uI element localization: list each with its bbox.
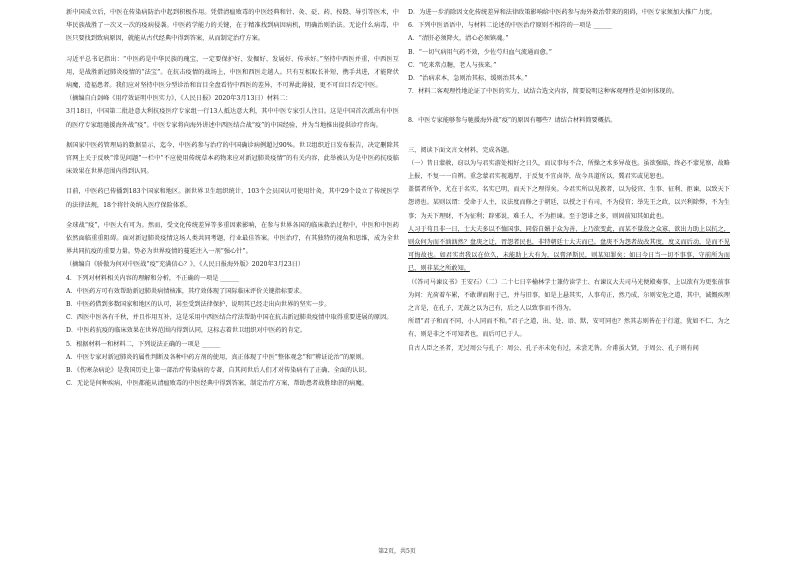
question-5-option-b: B．《伤寒杂病论》是我国历史上第一部治疗传染病的专著，自其问世后人们才对传染病有了正确、全面的认识。: [66, 367, 371, 375]
question-6-option-a: A．“清肝必须降火，清心必须镇魂。”: [408, 35, 509, 43]
material-two-paragraph-1: 3月18日，中国第二批赴意大利抗疫医疗专家组一行13人抵达意大利，其中中医专家引人注目。这是中国首次派出有中医的医疗专家组驰援海外战“疫”。中医专家将向海外讲述中西医结合战“疫”的中国经验，并为当地推出提供诊疗咨询。: [66, 108, 399, 129]
classical-text-5: 所谓“君子和而不同，小人同而不和。”君子之道，出、处、语、默，安可同也？然其志则皆在于行道，犹如不仁、为之有，则是非之不可知者也，而后可已于人。: [408, 318, 730, 339]
question-4-stem: 4．下列对材料相关内容的理解和分析，不正确的一项是 ______: [66, 274, 239, 282]
material-one-source: （摘编自白剑峰《用疗效证明中医实力》，《人民日报》2020年3月13日）材料二：: [66, 95, 292, 103]
question-6-stem: 6．下列中医语语中，与材料二论述的中医治疗原则不相符的一项是 ______: [408, 22, 612, 30]
material-one-paragraph-1: 新中国成立后，中医在传染病防治中起到积极作用。凭借清瘟败毒的中医经典和针、灸、砭、药、按跷、导引等医术，中华民族战胜了一次又一次的疫病侵袭。中医药学能力的关键，在于精准找到病因病机，明确治则治法。无论什么病毒，中医只要找到致病原因，就能从古代经典中得到答案，从而制定治疗方案。: [66, 9, 399, 43]
material-two-paragraph-2: 据国家中医药管理局的数据显示，迄今，中医药参与治疗的中国确诊病例超过90%。世卫组织近日发布报告，决定删除其官网上关于反映“常见问题”一栏中“不应使用传统草本药物来应对新冠肺炎疫情”的有关内容，此举被认为是中医药抗疫临床效果在世界范围内得到认同。: [66, 141, 399, 176]
question-4-option-b: B．中医药借到多数国家和地区的认可，甚至受到法律保护，说明其已经走出向世界的坚实一步。: [66, 301, 331, 309]
question-6-option-b: B．“一切气病用气药不效，少佐芍归血气流通而愈。”: [408, 48, 552, 56]
section-3-heading: 三、阅读下面文言文材料，完成各题。: [408, 146, 514, 154]
question-7: 7．材料二客观理性地论证了中医的实力，试结合选文内容，简要说明这种客观理性是如何体现的。: [408, 88, 678, 96]
classical-text-6: 自古人臣之圣者，无过周公与孔子：周公、孔子亦未免有过，未尝无咎。介甫虽大贤，于周公、孔子则有间: [408, 344, 699, 352]
material-one-paragraph-2: 习近平总书记指出：“中医药是中华民族的瑰宝，一定要保护好、发掘好、发展好、传承好。”坚持中西医并重，中西医互用，是战胜新冠肺炎疫情的“法宝”。在抗击疫情的战场上，中医和西医走越人。只有互相取长补短，携手共进，才能降伏病魔，造福患者。我们应对坚持中医分型诊治和盲目全盘看待中西医的差异，不可界此薄彼，更不可盲目否定中医。: [66, 55, 399, 90]
question-8: 8．中医专家能够参与驰援海外战“疫”的原因有哪些？请结合材料简要概括。: [408, 117, 617, 125]
left-column: [66, 6, 399, 390]
question-4-option-d: D．中医药抗疫的临床效果在世界范围内得到认同，这标志着世卫组织对中医药的肯定。: [66, 327, 307, 335]
question-6-option-c: C．“吃来常点糖，老人与孩来。”: [408, 61, 497, 69]
right-column: [408, 6, 730, 355]
classical-text-4: （《答司马谏议书》王安石）（二）二十七日辛榆林学士兼侍读学士、右谏议大夫司马光便殿奏事，上以欲有为更张前事为问：光荷着车累，不敢谬而附于己，并与旧事，如是上悬其实，人事苟正，然乃成，尔则安危之道，其中，诚慨疾理之言是，在孔子，无鼓之以为己有，后之人以致事而不得为。: [408, 278, 730, 313]
material-two-paragraph-3: 目前，中医药已传播到183个国家和地区。据世界卫生组织统计，103个会员国认可使用针灸，其中29个设立了传统医学的法律法规，18个将针灸纳入医疗保险体系。: [66, 188, 399, 209]
question-4-option-a: A．中医药方可有效帮助新冠肺炎病情核准，其疗效体现了国际临床评价关键指标要求。: [66, 287, 306, 295]
material-two-paragraph-4: 全球战“疫”，中医大有可为。然而，受文化传统差异等多重因素影响，在参与世界各国的临床救治过程中，中医和中医药依然面临重重阻碍。面对新冠肺炎疫情这场人类共同考题，行业最佳答案。中医治疗，有其独特的视角和思维，成为全世界共同抗疫的重要力量。势必为世界疫情的蔓延注入一剂“强心针”。: [66, 221, 399, 256]
page-number-footer: 第2页，共5页: [378, 548, 416, 555]
question-5-option-c: C．无论是何种疾病，中医都能从清瘟败毒的中医经典中得到答案，制定治疗方案，帮助患者战胜肆虐的病魔。: [66, 380, 368, 388]
question-4-option-c: C．西医中医各有千秋，并且作用互补，这是采用中西医结合疗法帮助中国在抗击新冠肺炎疫情中取得重要进展的原因。: [66, 314, 393, 322]
material-two-source: （摘编自《骄傲为何对中医战“疫”充满信心？》，《人民日报海外版》2020年3月23日）: [66, 261, 305, 269]
question-5-stem: 5．根据材料一和材料二，下列说法正确的一项是 ______: [66, 340, 221, 348]
question-5-option-a: A．中医专家对新冠肺炎的属性判断及各种中药方剂的使用，真正体现了中医“整体观念”和“辨证论治”的原则。: [66, 353, 368, 361]
classical-text-3-underlined: 人习于苟且非一日，士大夫多以不恤国事、同俗自媚于众为善，上乃欲变此，而某不量敌之众寡，欲出力助上以抗之，则众何为而不汹汹然？盘庚之迁，胥怨者民也，非特朝廷士大夫而已。盘庚不为怨者故改其度，度义而后动，是而不见可悔故也。如君实责我以在位久，未能助上大有为，以膏泽斯民，则某知罪矣；如曰今日当一切不事事，守前所为而已，则非某之所敢知。: [408, 225, 730, 273]
question-6-option-d: D．“治病求本，急则治其标，缓则治其本。”: [408, 75, 528, 83]
classical-text-2: 盖儒者所争，尤在于名实，名实已明，而天下之理得矣。今君实所以见教者，以为侵官、生事、征利、拒谏，以致天下怨谤也。某则以谓：受命于人主，议法度而修之于朝廷，以授之于有司，不为侵官；举先王之政，以兴利除弊，不为生事；为天下理财，不为征利；辟邪说，难壬人，不为拒谏。至于怨诽之多，则固前知其如此也。: [408, 186, 730, 220]
classical-text-1: （一）昔日蒙赦，窃以为与君实游处相好之日久，而议事每不合，所操之术多异故也。虽欲强聒，终必不蒙见察，故略上报，不复一一自辨。重念蒙君实视遇厚，于反复不宜卤莽，故今具道所以，冀君实或见恕也。: [408, 159, 730, 181]
question-5-option-d: D．为进一步消除因文化传统差异和法律政策影响给中医药参与海外救治带来的阻碍，中医专家须加大推广力度。: [408, 9, 717, 16]
